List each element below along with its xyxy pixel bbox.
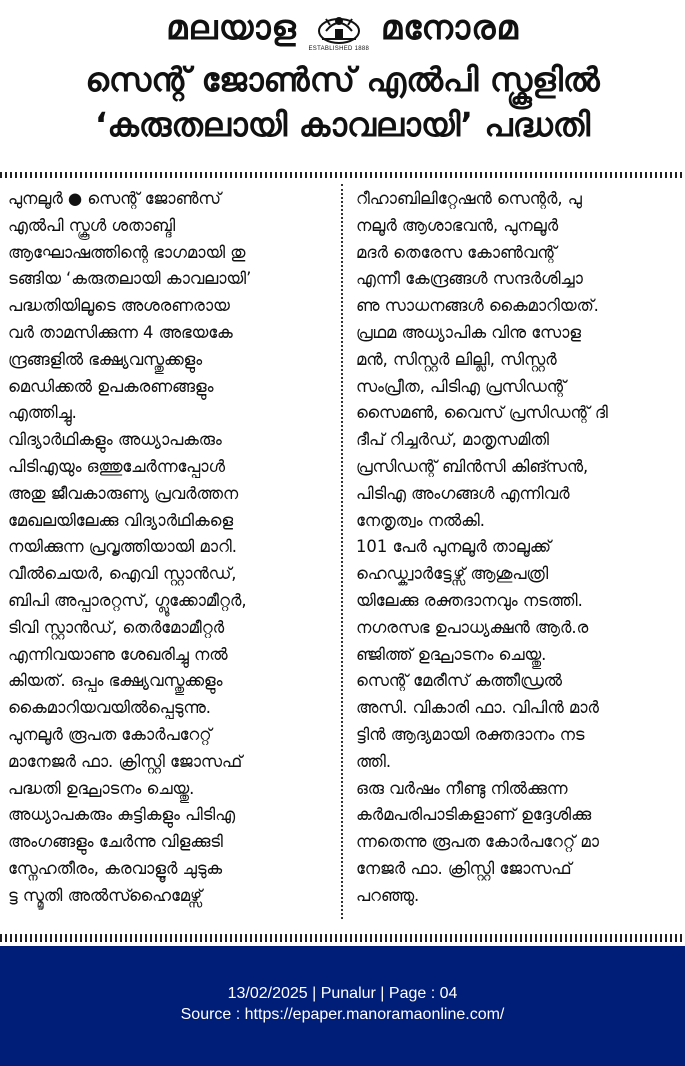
article-text-line: ന്ദ്രങ്ങളിൽ ഭക്ഷ്യവസ്തുക്കളും	[8, 349, 203, 369]
article-text-line: സൈമൺ, വൈസ് പ്രസിഡന്റ് ദി	[356, 403, 608, 423]
article-text-line: ട്ട സ്മൃതി അൽസ്ഹൈമേഴ്സ്	[8, 885, 202, 905]
article-text-line: നേജർ ഫാ. ക്രിസ്റ്റി ജോസഫ്	[356, 858, 572, 878]
article-text-line: അതു ജീവകാരുണ്യ പ്രവർത്തന	[8, 483, 239, 503]
headline-line-1: സെന്റ് ജോൺസ് എൽപി സ്കൂളിൽ	[85, 60, 600, 99]
article-text-line: വിദ്യാർഥികളും അധ്യാപകരും	[8, 430, 222, 450]
article-text-line: പ്രസിഡന്റ് ബിൻസി കിങ്സൻ,	[356, 456, 589, 476]
article-text-line: ആഘോഷത്തിന്റെ ഭാഗമായി തു	[8, 242, 246, 262]
article-text-line: നയിക്കുന്ന പ്രവൃത്തിയായി മാറി.	[8, 537, 237, 557]
article-text-line: എൽപി സ്കൂൾ ശതാബ്ദി	[8, 215, 176, 235]
article-text-line: അധ്യാപകരും കുട്ടികളും പിടിഎ	[8, 805, 235, 825]
article-left-column	[8, 186, 328, 910]
article-text-line: നലൂർ ആശാഭവൻ, പുനലൂർ	[356, 215, 559, 235]
article-text-line: ഒരു വർഷം നീണ്ടു നിൽക്കുന്ന	[356, 778, 568, 798]
article-text-line: ത്തി.	[356, 751, 392, 771]
article-text-line: കിയത്. ഒപ്പം ഭക്ഷ്യവസ്തുക്കളും	[8, 671, 223, 691]
article-text-line: മാനേജർ ഫാ. ക്രിസ്റ്റി ജോസഫ്	[8, 751, 243, 771]
article-text-line: പിടിഎയും ഒത്തുചേർന്നപ്പോൾ	[8, 456, 225, 476]
masthead	[0, 0, 685, 56]
article-text-line: ദീപ് റിച്ചർഡ്, മാതൃസമിതി	[356, 430, 549, 450]
article-headline	[0, 58, 685, 148]
article-text-line: പുനലൂർ രൂപത കോർപറേറ്റ്	[8, 724, 212, 744]
masthead-emblem	[307, 4, 371, 52]
article-text-line: മേഖലയിലേക്കു വിദ്യാർഥികളെ	[8, 510, 234, 530]
column-divider	[341, 184, 343, 919]
footer-source[interactable]: Source : https://epaper.manoramaonline.com/	[180, 1006, 505, 1023]
emblem-caption: ESTABLISHED 1888	[308, 46, 370, 52]
article-text-line: പ്രഥമ അധ്യാപിക വിനു സോള	[356, 322, 582, 342]
crest-icon	[316, 11, 362, 45]
article-text-line: വർ താമസിക്കുന്ന 4 അഭയകേ	[8, 322, 233, 342]
article-text-line: ന്നതെന്നു രൂപത കോർപറേറ്റ് മാ	[356, 832, 599, 852]
article-text-line: സംപ്രീത, പിടിഎ പ്രസിഡന്റ്	[356, 376, 566, 396]
article-text-line: നഗരസഭ ഉപാധ്യക്ഷൻ ആർ.ര	[356, 617, 589, 637]
article-text-line: മെഡിക്കൽ ഉപകരണങ്ങളും	[8, 376, 214, 396]
article-text-line: ണു സാധനങ്ങൾ കൈമാറിയത്.	[356, 296, 599, 316]
article-text-line: സെന്റ് മേരീസ് കത്തീഡ്രൽ	[356, 671, 562, 691]
article-text-line: എത്തിച്ചു.	[8, 403, 77, 423]
article-text-line: മൻ, സിസ്റ്റർ ലില്ലി, സിസ്റ്റർ	[356, 349, 557, 369]
article-text-line: ഞ്ജിത്ത് ഉദ്ഘാടനം ചെയ്തു.	[356, 644, 547, 664]
article-text-line: ടിവി സ്റ്റാൻഡ്, തെർമോമീറ്റർ	[8, 617, 225, 637]
article-text-line: റീഹാബിലിറ്റേഷൻ സെന്റർ, പു	[356, 189, 582, 208]
masthead-left-word: മലയാള	[166, 8, 297, 48]
article-text-line: പദ്ധതിയിലൂടെ അശരണരായ	[8, 296, 230, 316]
headline-line-2: ‘കരുതലായി കാവലായി’ പദ്ധതി	[94, 105, 591, 144]
article-text-line: യിലേക്കു രക്തദാനവും നടത്തി.	[356, 590, 583, 610]
article-text-line: കൈമാറിയവയിൽപ്പെടുന്നു.	[8, 698, 211, 718]
article-text-line: പുനലൂർ ● സെന്റ് ജോൺസ്	[8, 189, 221, 208]
footer-bar	[0, 946, 685, 1066]
article-text-line: 101 പേർ പുനലൂർ താലൂക്ക്	[356, 537, 551, 557]
article-text-line: എന്നിവയാണു ശേഖരിച്ചു നൽ	[8, 644, 228, 664]
article-text-line: സ്നേഹതീരം, കരവാളൂർ ചുടുക	[8, 858, 223, 878]
article-text-line: ഹെഡ്ക്വാർട്ടേഴ്സ് ആശുപത്രി	[356, 564, 549, 584]
article-text-line: ബിപി അപ്പാരറ്റസ്, ഗ്ലൂക്കോമീറ്റർ,	[8, 590, 247, 610]
masthead-right-word: മനോരമ	[380, 8, 519, 48]
article-text-line: മദർ തെരേസ കോൺവന്റ്	[356, 242, 557, 262]
article-text-line: നേതൃത്വം നൽകി.	[356, 510, 485, 530]
article-text-line: പറഞ്ഞു.	[356, 885, 420, 905]
article-text-line: പിടിഎ അംഗങ്ങൾ എന്നിവർ	[356, 483, 570, 503]
article-text-line: അംഗങ്ങളും ചേർന്നു വിളക്കുടി	[8, 832, 223, 852]
article-text-line: പദ്ധതി ഉദ്ഘാടനം ചെയ്തു.	[8, 778, 195, 798]
article-text-line: ടങ്ങിയ ‘കരുതലായി കാവലായി’	[8, 269, 252, 289]
article-text-line: എന്നീ കേന്ദ്രങ്ങൾ സന്ദർശിച്ചാ	[356, 269, 583, 289]
article-text-line: ട്ടിൻ ആദ്യമായി രക്തദാനം നട	[356, 724, 585, 744]
article-text-line: കർമപരിപാടികളാണ് ഉദ്ദേശിക്കു	[356, 805, 592, 825]
article-text-line: അസി. വികാരി ഫാ. വിപിൻ മാർ	[356, 698, 599, 718]
article-right-column	[356, 186, 678, 910]
article-text-line: വീൽചെയർ, ഐവി സ്റ്റാൻഡ്,	[8, 564, 237, 584]
footer-dateline: 13/02/2025 | Punalur | Page : 04	[227, 985, 458, 1002]
top-dotted-rule	[0, 172, 685, 178]
bottom-dotted-rule	[0, 934, 685, 942]
